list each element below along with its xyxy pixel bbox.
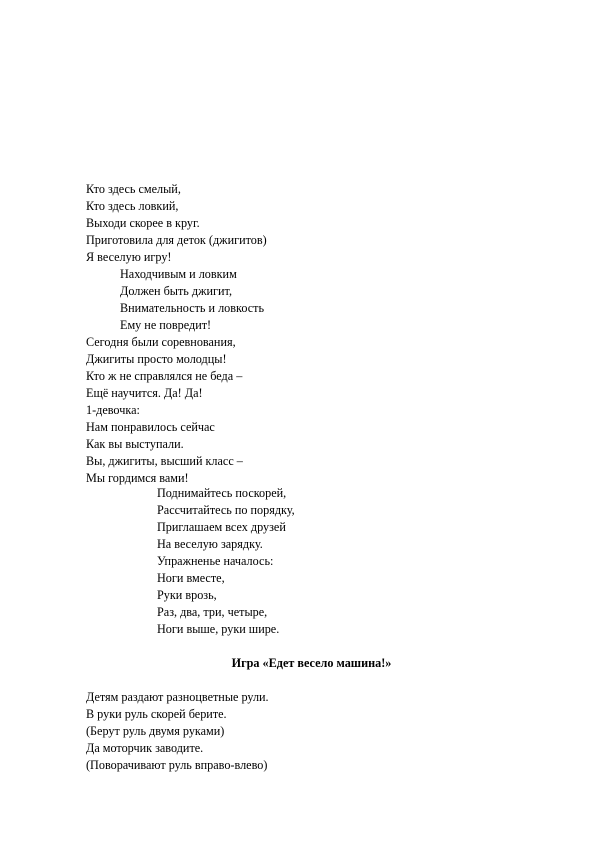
speaker-label: 1-девочка: <box>86 403 140 417</box>
text-line: В руки руль скорей берите. <box>86 707 227 721</box>
text-line: Приглашаем всех друзей <box>157 520 286 534</box>
stanza-2-indented <box>120 266 264 334</box>
game-title-heading: Игра «Едет весело машина!» <box>231 656 392 670</box>
text-line: Вы, джигиты, высший класс – <box>86 454 243 468</box>
text-line: Кто здесь ловкий, <box>86 199 179 213</box>
text-line: Как вы выступали. <box>86 437 184 451</box>
text-line: Упражненье началось: <box>157 554 274 568</box>
text-line: Джигиты просто молодцы! <box>86 352 227 366</box>
text-line: Мы гордимся вами! <box>86 471 189 485</box>
text-line: Руки врозь, <box>157 588 217 602</box>
text-line: Раз, два, три, четыре, <box>157 605 268 619</box>
stanza-4-indented <box>157 485 295 638</box>
stanza-1 <box>86 181 267 266</box>
text-line: Сегодня были соревнования, <box>86 335 236 349</box>
text-line: (Берут руль двумя руками) <box>86 724 225 738</box>
text-line: Рассчитайтесь по порядку, <box>157 503 295 517</box>
text-line: Кто здесь смелый, <box>86 182 181 196</box>
text-line: Находчивым и ловким <box>120 267 237 281</box>
text-line: Поднимайтесь поскорей, <box>157 486 287 500</box>
text-line: Должен быть джигит, <box>120 284 233 298</box>
text-line: Детям раздают разноцветные рули. <box>86 690 269 704</box>
text-line: Ему не повредит! <box>120 318 212 332</box>
text-line: Ноги вместе, <box>157 571 225 585</box>
stanza-5 <box>86 689 269 774</box>
text-line: Да моторчик заводите. <box>86 741 204 755</box>
text-line: Ещё научится. Да! Да! <box>86 386 203 400</box>
text-line: Выходи скорее в круг. <box>86 216 200 230</box>
text-line: Внимательность и ловкость <box>120 301 265 315</box>
text-line: Нам понравилось сейчас <box>86 420 215 434</box>
text-line: (Поворачивают руль вправо-влево) <box>86 758 268 772</box>
text-line: Кто ж не справлялся не беда – <box>86 369 243 383</box>
text-line: На веселую зарядку. <box>157 537 263 551</box>
text-line: Я веселую игру! <box>86 250 172 264</box>
stanza-3 <box>86 334 243 487</box>
text-line: Ноги выше, руки шире. <box>157 622 280 636</box>
text-line: Приготовила для деток (джигитов) <box>86 233 267 247</box>
